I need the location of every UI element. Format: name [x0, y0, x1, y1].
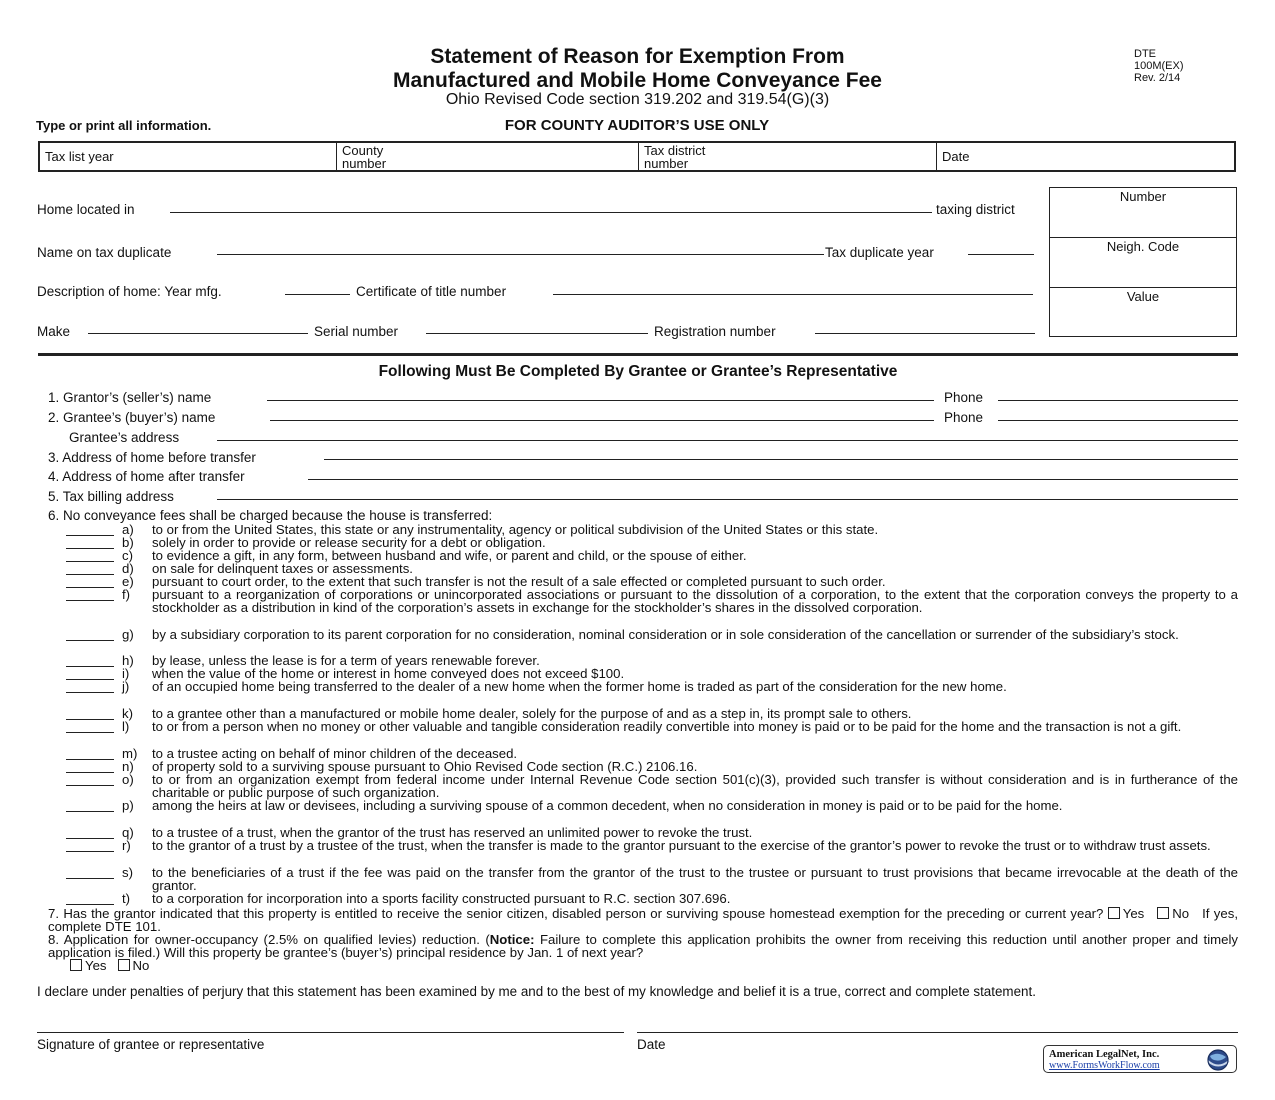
exemption-checkmark-field[interactable]: [66, 680, 114, 693]
exemption-text: to evidence a gift, in any form, between husband and wife, or parent and child, or the spouse of either.: [152, 548, 747, 563]
form-revision: Rev. 2/14: [1134, 72, 1181, 84]
homestead-question: [48, 907, 1238, 933]
form-id-code: DTE: [1134, 48, 1156, 60]
exemption-text: to the grantor of a trust by a trustee of the trust, when the transfer is made to the grantor pursuant to the exercise of the grantor’s power to revoke the trust or to withdraw trust assets.: [152, 838, 1211, 853]
owner-occupancy-no-label: No: [132, 958, 150, 973]
exemption-letter: i): [122, 666, 130, 681]
homestead-no-checkbox[interactable]: [1157, 907, 1169, 919]
grantor-phone-label: Phone: [944, 390, 984, 405]
exemption-letter: q): [122, 825, 134, 840]
tax-duplicate-year-label: Tax duplicate year: [825, 245, 934, 260]
exemption-checkmark-field[interactable]: [66, 523, 114, 536]
exemption-text: of property sold to a surviving spouse pursuant to Ohio Revised Code section (R.C.) 2106.16.: [152, 759, 698, 774]
exemption-checkmark-field[interactable]: [66, 799, 114, 812]
exemption-item: [66, 839, 1238, 852]
type-note: Type or print all information.: [36, 118, 212, 133]
exemption-text: to the beneficiaries of a trust if the fee was paid on the transfer from the grantor of the trust to the trustee or pursuant to trust provisions that became irrevocable at the death of the grantor.: [152, 865, 1238, 894]
grantee-name-field[interactable]: [270, 420, 934, 421]
form-title-line2: Manufactured and Mobile Home Conveyance Fee: [393, 69, 882, 92]
value-cell[interactable]: [1050, 288, 1236, 338]
home-located-in-field[interactable]: [170, 212, 932, 213]
tax-list-year-label: Tax list year: [45, 149, 114, 164]
make-field[interactable]: [88, 333, 308, 334]
address-before-field[interactable]: [324, 459, 1238, 460]
exemption-letter: g): [122, 627, 134, 642]
exemption-item: [66, 680, 1238, 693]
exemption-checkmark-field[interactable]: [66, 720, 114, 733]
registration-number-label: Registration number: [654, 324, 776, 339]
grantee-address-label: Grantee’s address: [69, 430, 180, 445]
owner-occupancy-yes-checkbox[interactable]: [70, 959, 82, 971]
year-mfg-field[interactable]: [285, 294, 350, 295]
tax-district-label: Tax district number: [644, 142, 706, 171]
grantor-name-label: 1. Grantor’s (seller’s) name: [48, 390, 212, 405]
grantor-phone-field[interactable]: [998, 400, 1238, 401]
number-label: Number: [1119, 189, 1167, 204]
address-after-label: 4. Address of home after transfer: [48, 469, 245, 484]
certificate-of-title-field[interactable]: [553, 294, 1033, 295]
exemption-letter: k): [122, 706, 133, 721]
exemption-letter: n): [122, 759, 134, 774]
serial-number-label: Serial number: [314, 324, 399, 339]
exemption-text: of an occupied home being transferred to the dealer of a new home when the former home is traded as part of the consideration for the new home.: [152, 679, 1007, 694]
exemption-checkmark-field[interactable]: [66, 826, 114, 839]
tax-billing-address-field[interactable]: [217, 499, 1238, 500]
exemption-letter: a): [122, 522, 134, 537]
exemption-text: among the heirs at law or devisees, including a surviving spouse of a common decedent, when no consideration in money is paid or to be paid for the home.: [152, 798, 1063, 813]
exemption-checkmark-field[interactable]: [66, 549, 114, 562]
exemption-item: [66, 720, 1238, 733]
exemption-checkmark-field[interactable]: [66, 575, 114, 588]
date-cell[interactable]: [937, 143, 1234, 170]
homestead-no-label: No: [1172, 906, 1190, 921]
exemption-text: solely in order to provide or release security for a debt or obligation.: [152, 535, 546, 550]
form-id: [1134, 48, 1184, 84]
exemption-letter: b): [122, 535, 134, 550]
grantee-phone-field[interactable]: [998, 420, 1238, 421]
no-conveyance-fees-label: 6. No conveyance fees shall be charged because the house is transferred:: [48, 508, 493, 523]
grantee-phone-label: Phone: [944, 410, 984, 425]
registration-number-field[interactable]: [815, 333, 1035, 334]
exemption-letter: j): [122, 679, 130, 694]
county-number-label: County number: [342, 142, 387, 171]
american-legalnet-logo[interactable]: [1043, 1045, 1237, 1073]
exemption-checkmark-field[interactable]: [66, 747, 114, 760]
exemption-text: by a subsidiary corporation to its parent corporation for no consideration, nominal consideration or in sole consideration of the cancellation or surrender of the subsidiary’s stock.: [152, 627, 1179, 642]
year-mfg-label: Description of home: Year mfg.: [37, 284, 222, 299]
form-title-line1: Statement of Reason for Exemption From: [430, 45, 845, 68]
owner-occupancy-no-checkbox[interactable]: [118, 959, 130, 971]
exemption-item: [66, 773, 1238, 799]
exemption-text: to a corporation for incorporation into a sports facility constructed pursuant to R.C. section 307.696.: [152, 891, 731, 906]
date-label: Date: [942, 149, 970, 164]
exemption-text: to a trustee of a trust, when the grantor of the trust has reserved an unlimited power to revoke the trust.: [152, 825, 753, 840]
brand-name: American LegalNet, Inc.: [1049, 1049, 1160, 1060]
exemption-letter: d): [122, 561, 134, 576]
exemption-letter: t): [122, 891, 131, 906]
exemption-item: [66, 892, 1238, 905]
brand-url[interactable]: www.FormsWorkFlow.com: [1049, 1060, 1160, 1071]
homestead-yes-checkbox[interactable]: [1108, 907, 1120, 919]
exemption-letter: h): [122, 653, 134, 668]
exemption-checkmark-field[interactable]: [66, 707, 114, 720]
signature-date-field[interactable]: [637, 1032, 1238, 1033]
signature-label: Signature of grantee or representative: [37, 1037, 265, 1052]
homestead-question-text: 7. Has the grantor indicated that this property is entitled to receive the senior citizen, disabled person or surviving spouse homestead exemption for the preceding or current year?: [48, 906, 1104, 921]
exemption-checkmark-field[interactable]: [66, 760, 114, 773]
exemption-letter: r): [122, 838, 131, 853]
exemption-text: on sale for delinquent taxes or assessments.: [152, 561, 413, 576]
neigh-code-cell[interactable]: [1050, 238, 1236, 288]
exemption-text: pursuant to a reorganization of corporations or unincorporated associations or pursuant to the dissolution of a corporation, to the extent that the corporation conveys the property to a stockholder as a distribution in kind of the corporation’s assets in exchange for the stockholder’s shares in the dissolved corporation.: [152, 587, 1238, 616]
exemption-item: [66, 866, 1238, 892]
tax-duplicate-year-field[interactable]: [968, 254, 1034, 255]
tax-list-year-cell[interactable]: [40, 143, 337, 170]
neigh-code-label: Neigh. Code: [1106, 239, 1180, 254]
exemption-text: to or from the United States, this state or any instrumentality, agency or political subdivision of the United States or this state.: [152, 522, 879, 537]
signature-date-label: Date: [637, 1037, 666, 1052]
grantor-name-field[interactable]: [267, 400, 934, 401]
homestead-yes-label: Yes: [1122, 906, 1145, 921]
auditor-use-box: [38, 141, 1236, 172]
form-subtitle: Ohio Revised Code section 319.202 and 319.54(G)(3): [445, 91, 830, 108]
exemption-checkmark-field[interactable]: [66, 773, 114, 786]
exemption-text: by lease, unless the lease is for a term of years renewable forever.: [152, 653, 540, 668]
grantee-address-field[interactable]: [217, 440, 1238, 441]
exemption-letter: e): [122, 574, 134, 589]
exemption-checkmark-field[interactable]: [66, 562, 114, 575]
notice-label: Notice:: [489, 932, 535, 947]
exemption-checkmark-field[interactable]: [66, 654, 114, 667]
exemption-checkmark-field[interactable]: [66, 866, 114, 879]
owner-occupancy-yes-label: Yes: [85, 958, 107, 973]
tax-billing-address-label: 5. Tax billing address: [48, 489, 174, 504]
exemption-text: pursuant to court order, to the extent that such transfer is not the result of a sale effected or completed pursuant to such order.: [152, 574, 886, 589]
section-divider: [38, 353, 1238, 356]
make-label: Make: [37, 324, 71, 339]
value-label: Value: [1126, 289, 1160, 304]
exemption-letter: f): [122, 587, 131, 602]
exemption-item: [66, 799, 1238, 812]
serial-number-field[interactable]: [426, 333, 648, 334]
owner-occupancy-text-cont: Failure to complete this application prohibits the owner from receiving this reduction until another proper and timely application is filed.) Will this property be grantee’s (buyer’s) principal residence by Jan. 1 of next year?: [48, 932, 1238, 961]
grantee-name-label: 2. Grantee’s (buyer’s) name: [48, 410, 216, 425]
name-on-tax-duplicate-label: Name on tax duplicate: [37, 245, 172, 260]
exemption-text: to a trustee acting on behalf of minor children of the deceased.: [152, 746, 518, 761]
exemption-checkmark-field[interactable]: [66, 628, 114, 641]
exemption-checkmark-field[interactable]: [66, 667, 114, 680]
certificate-of-title-label: Certificate of title number: [356, 284, 507, 299]
exemption-checkmark-field[interactable]: [66, 536, 114, 549]
exemption-letter: m): [122, 746, 138, 761]
exemption-checkmark-field[interactable]: [66, 892, 114, 905]
exemption-checkmark-field[interactable]: [66, 588, 114, 601]
auditor-side-box: [1049, 187, 1237, 337]
auditor-heading: FOR COUNTY AUDITOR’S USE ONLY: [504, 117, 770, 134]
county-number-cell[interactable]: [337, 143, 639, 170]
exemption-letter: o): [122, 772, 134, 787]
number-cell[interactable]: [1050, 188, 1236, 238]
name-on-tax-duplicate-field[interactable]: [217, 254, 824, 255]
signature-field[interactable]: [37, 1032, 624, 1033]
home-located-in-label: Home located in: [37, 202, 135, 217]
grantee-section-heading: Following Must Be Completed By Grantee or Grantee’s Representative: [378, 363, 898, 380]
owner-occupancy-text: 8. Application for owner-occupancy (2.5% on qualified levies) reduction. (: [48, 932, 490, 947]
homestead-note: If yes, complete DTE 101.: [48, 906, 1238, 935]
exemption-item: [66, 588, 1238, 614]
exemption-text: to a grantee other than a manufactured or mobile home dealer, solely for the purpose of and as a step in, its prompt sale to others.: [152, 706, 912, 721]
owner-occupancy-options: [70, 959, 370, 972]
exemption-checkmark-field[interactable]: [66, 839, 114, 852]
exemption-text: to or from a person when no money or other valuable and tangible consideration readily convertible into money is paid or to be paid for the home and the transaction is not a gift.: [152, 719, 1182, 734]
globe-icon: [1204, 1048, 1232, 1072]
exemption-letter: s): [122, 865, 133, 880]
declaration-text: I declare under penalties of perjury that this statement has been examined by me and to the best of my knowledge and belief it is a true, correct and complete statement.: [37, 984, 1036, 999]
tax-district-number-cell[interactable]: [639, 143, 937, 170]
form-id-number: 100M(EX): [1134, 60, 1184, 72]
exemption-letter: p): [122, 798, 134, 813]
exemption-text: when the value of the home or interest in home conveyed does not exceed $100.: [152, 666, 625, 681]
address-after-field[interactable]: [308, 479, 1238, 480]
exemption-letter: l): [122, 719, 130, 734]
exemption-text: to or from an organization exempt from federal income under Internal Revenue Code section 501(c)(3), provided such transfer is without consideration and is in furtherance of the charitable or public purpose of such organization.: [152, 772, 1238, 801]
taxing-district-label: taxing district: [936, 202, 1015, 217]
exemption-letter: c): [122, 548, 133, 563]
owner-occupancy-question: [48, 933, 1238, 959]
address-before-label: 3. Address of home before transfer: [48, 450, 256, 465]
exemption-item: [66, 628, 1238, 641]
